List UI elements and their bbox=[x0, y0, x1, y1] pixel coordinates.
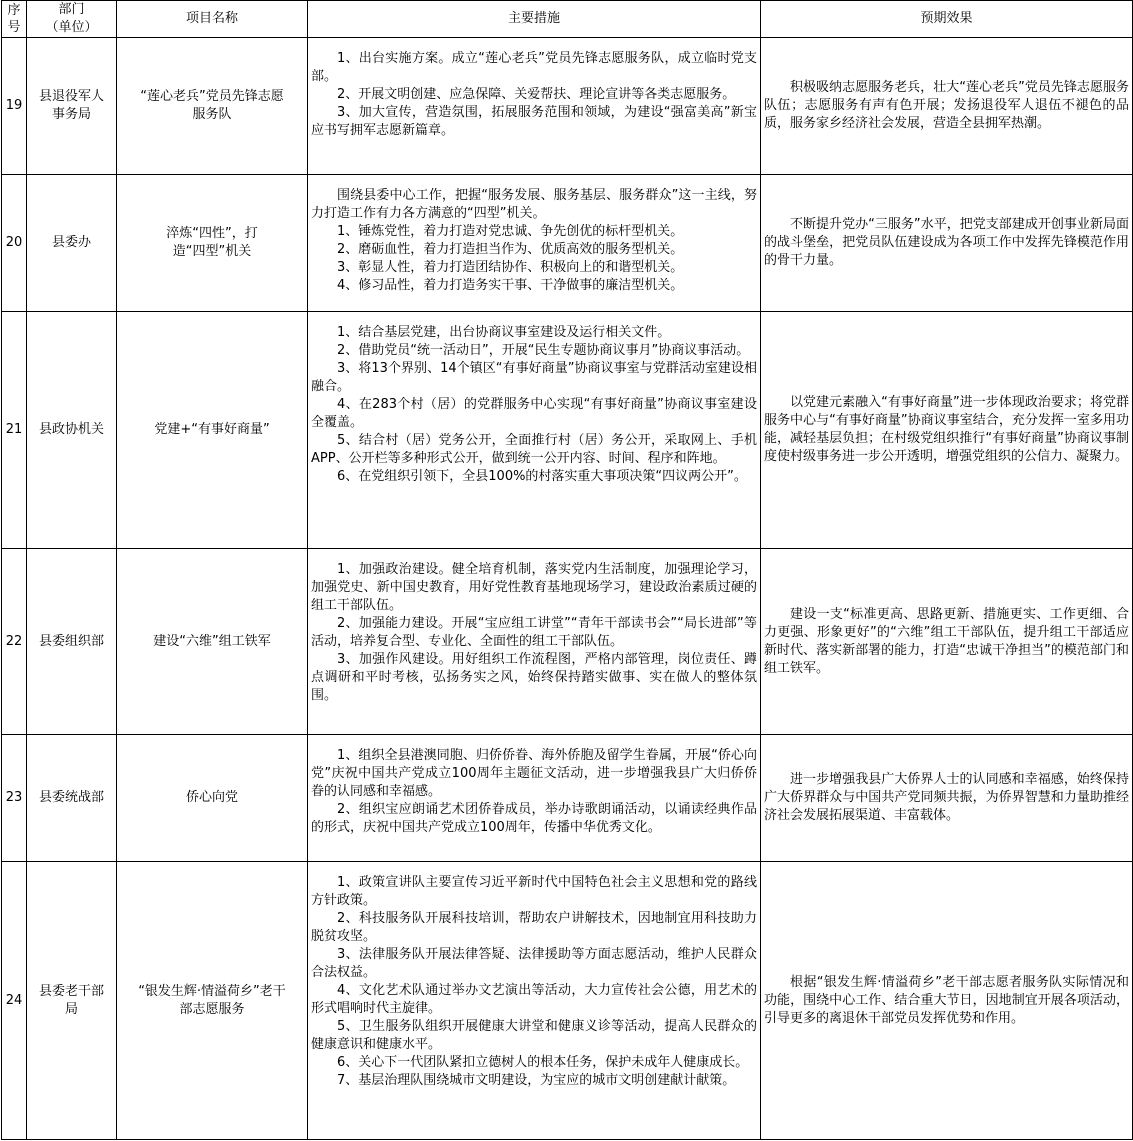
effect-text: 建设一支“标准更高、思路更新、措施更实、工作更细、合力更强、形象更好”的“六维”组工干部队伍，提升组工干部适应新时代、落实新部署的能力，打造“忠诚干净担当”的模范部门和组工铁军。 bbox=[764, 606, 1129, 676]
header-project: 项目名称 bbox=[117, 1, 308, 38]
row-project: 党建+“有事好商量” bbox=[117, 312, 308, 549]
effect-text: 积极吸纳志愿服务老兵，壮大“莲心老兵”党员先锋志愿服务队伍；志愿服务有声有色开展；发扬退役军人退伍不褪色的品质，服务家乡经济社会发展，营造全县拥军热潮。 bbox=[764, 80, 1129, 131]
measure-item: 1、锤炼党性，着力打造对党忠诚、争先创优的标杆型机关。 bbox=[337, 224, 684, 239]
table-row bbox=[2, 735, 1133, 862]
row-seq: 20 bbox=[2, 175, 27, 312]
table-row bbox=[2, 549, 1133, 735]
table-row bbox=[2, 175, 1133, 312]
row-effect bbox=[761, 312, 1133, 549]
measure-item: 4、文化艺术队通过举办文艺演出等活动，大力宣传社会公德，用艺术的形式唱响时代主旋律。 bbox=[311, 983, 757, 1016]
row-effect bbox=[761, 175, 1133, 312]
row-seq: 21 bbox=[2, 312, 27, 549]
measure-item: 围绕县委中心工作，把握“服务发展、服务基层、服务群众”这一主线，努力打造工作有力各方满意的“四型”机关。 bbox=[311, 188, 757, 221]
row-project: 侨心向党 bbox=[117, 735, 308, 862]
measure-item: 6、关心下一代团队紧扣立德树人的根本任务，保护未成年人健康成长。 bbox=[337, 1055, 749, 1070]
measure-item: 3、法律服务队开展法律答疑、法律援助等方面志愿活动，维护人民群众合法权益。 bbox=[311, 947, 757, 980]
row-measures bbox=[308, 735, 761, 862]
measure-item: 3、加大宣传，营造氛围，拓展服务范围和领域，为建设“强富美高”新宝应书写拥军志愿新篇章。 bbox=[311, 105, 757, 138]
row-project: “银发生辉·情溢荷乡”老干部志愿服务 bbox=[117, 862, 308, 1140]
measure-item: 5、卫生服务队组织开展健康大讲堂和健康义诊等活动，提高人民群众的健康意识和健康水平。 bbox=[311, 1019, 757, 1052]
measure-item: 2、组织宝应朗诵艺术团侨眷成员，举办诗歌朗诵活动，以诵读经典作品的形式，庆祝中国共产党成立100周年，传播中华优秀文化。 bbox=[311, 802, 757, 835]
row-dept: 县政协机关 bbox=[27, 312, 117, 549]
row-measures bbox=[308, 549, 761, 735]
projects-table bbox=[1, 0, 1133, 1140]
row-project: 淬炼“四性”，打造“四型”机关 bbox=[117, 175, 308, 312]
row-measures bbox=[308, 38, 761, 175]
row-effect bbox=[761, 862, 1133, 1140]
row-dept: 县委老干部局 bbox=[27, 862, 117, 1140]
measure-item: 2、磨砺血性，着力打造担当作为、优质高效的服务型机关。 bbox=[337, 242, 684, 257]
measure-item: 5、结合村（居）党务公开，全面推行村（居）务公开，采取网上、手机APP、公开栏等多种形式公开，做到统一公开内容、时间、程序和阵地。 bbox=[311, 433, 757, 466]
effect-text: 进一步增强我县广大侨界人士的认同感和幸福感，始终保持广大侨界群众与中国共产党同频共振，为侨界智慧和力量助推经济社会发展拓展渠道、丰富载体。 bbox=[764, 772, 1129, 823]
row-measures bbox=[308, 312, 761, 549]
header-row bbox=[2, 1, 1133, 38]
measure-item: 3、彰显人性，着力打造团结协作、积极向上的和谐型机关。 bbox=[337, 260, 684, 275]
measure-item: 6、在党组织引领下，全县100%的村落实重大事项决策“四议两公开”。 bbox=[337, 469, 747, 484]
measure-item: 3、将13个界别、14个镇区“有事好商量”协商议事室与党群活动室建设相融合。 bbox=[311, 361, 757, 394]
header-dept: 部门 （单位） bbox=[27, 1, 117, 38]
row-measures bbox=[308, 862, 761, 1140]
measure-item: 4、在283个村（居）的党群服务中心实现“有事好商量”协商议事室建设全覆盖。 bbox=[311, 397, 757, 430]
effect-text: 以党建元素融入“有事好商量”进一步体现政治要求；将党群服务中心与“有事好商量”协商议事室结合，充分发挥一室多用功能，减轻基层负担；在村级党组织推行“有事好商量”协商议事制度使村级事务进一步公开透明，增强党组织的公信力、凝聚力。 bbox=[764, 395, 1129, 464]
measure-item: 1、组织全县港澳同胞、归侨侨眷、海外侨胞及留学生眷属，开展“侨心向党”庆祝中国共产党成立100周年主题征文活动，进一步增强我县广大归侨侨眷的认同感和幸福感。 bbox=[311, 748, 757, 799]
header-effect: 预期效果 bbox=[761, 1, 1133, 38]
row-measures bbox=[308, 175, 761, 312]
table-row bbox=[2, 312, 1133, 549]
table-row bbox=[2, 38, 1133, 175]
measure-item: 2、开展文明创建、应急保障、关爱帮扶、理论宣讲等各类志愿服务。 bbox=[337, 87, 736, 102]
measure-item: 2、借助党员“统一活动日”，开展“民生专题协商议事月”协商议事活动。 bbox=[337, 343, 750, 358]
row-dept: 县委统战部 bbox=[27, 735, 117, 862]
row-project: “莲心老兵”党员先锋志愿服务队 bbox=[117, 38, 308, 175]
measure-item: 4、修习品性，着力打造务实干事、干净做事的廉洁型机关。 bbox=[337, 278, 684, 293]
row-dept: 县委办 bbox=[27, 175, 117, 312]
header-measures: 主要措施 bbox=[308, 1, 761, 38]
row-seq: 23 bbox=[2, 735, 27, 862]
effect-text: 根据“银发生辉·情溢荷乡”老干部志愿者服务队实际情况和功能，围绕中心工作、结合重大节日，因地制宜开展各项活动，引导更多的离退休干部党员发挥优势和作用。 bbox=[764, 974, 1129, 1026]
effect-text: 不断提升党办“三服务”水平，把党支部建成开创事业新局面的战斗堡垒，把党员队伍建设成为各项工作中发挥先锋模范作用的骨干力量。 bbox=[764, 217, 1129, 268]
measure-item: 1、结合基层党建，出台协商议事室建设及运行相关文件。 bbox=[337, 325, 671, 340]
row-project: 建设“六维”组工铁军 bbox=[117, 549, 308, 735]
row-seq: 19 bbox=[2, 38, 27, 175]
row-seq: 22 bbox=[2, 549, 27, 735]
measure-item: 3、加强作风建设。用好组织工作流程图，严格内部管理，岗位责任、蹲点调研和平时考核，弘扬务实之风，始终保持踏实做事、实在做人的整体氛围。 bbox=[311, 652, 757, 703]
row-dept: 县委组织部 bbox=[27, 549, 117, 735]
row-seq: 24 bbox=[2, 862, 27, 1140]
measure-item: 1、出台实施方案。成立“莲心老兵”党员先锋志愿服务队，成立临时党支部。 bbox=[311, 51, 757, 84]
row-effect bbox=[761, 549, 1133, 735]
row-effect bbox=[761, 735, 1133, 862]
row-dept: 县退役军人事务局 bbox=[27, 38, 117, 175]
measure-item: 2、科技服务队开展科技培训，帮助农户讲解技术，因地制宜用科技助力脱贫攻坚。 bbox=[311, 911, 757, 944]
measure-item: 1、政策宣讲队主要宣传习近平新时代中国特色社会主义思想和党的路线方针政策。 bbox=[311, 875, 757, 908]
row-effect bbox=[761, 38, 1133, 175]
measure-item: 7、基层治理队围绕城市文明建设，为宝应的城市文明创建献计献策。 bbox=[337, 1073, 736, 1088]
table-row bbox=[2, 862, 1133, 1140]
measure-item: 2、加强能力建设。开展“宝应组工讲堂”“青年干部读书会”“局长进部”等活动，培养复合型、专业化、全面性的组工干部队伍。 bbox=[311, 616, 757, 649]
header-seq: 序号 bbox=[2, 1, 27, 38]
measure-item: 1、加强政治建设。健全培育机制，落实党内生活制度，加强理论学习，加强党史、新中国史教育，用好党性教育基地现场学习，建设政治素质过硬的组工干部队伍。 bbox=[311, 562, 757, 613]
